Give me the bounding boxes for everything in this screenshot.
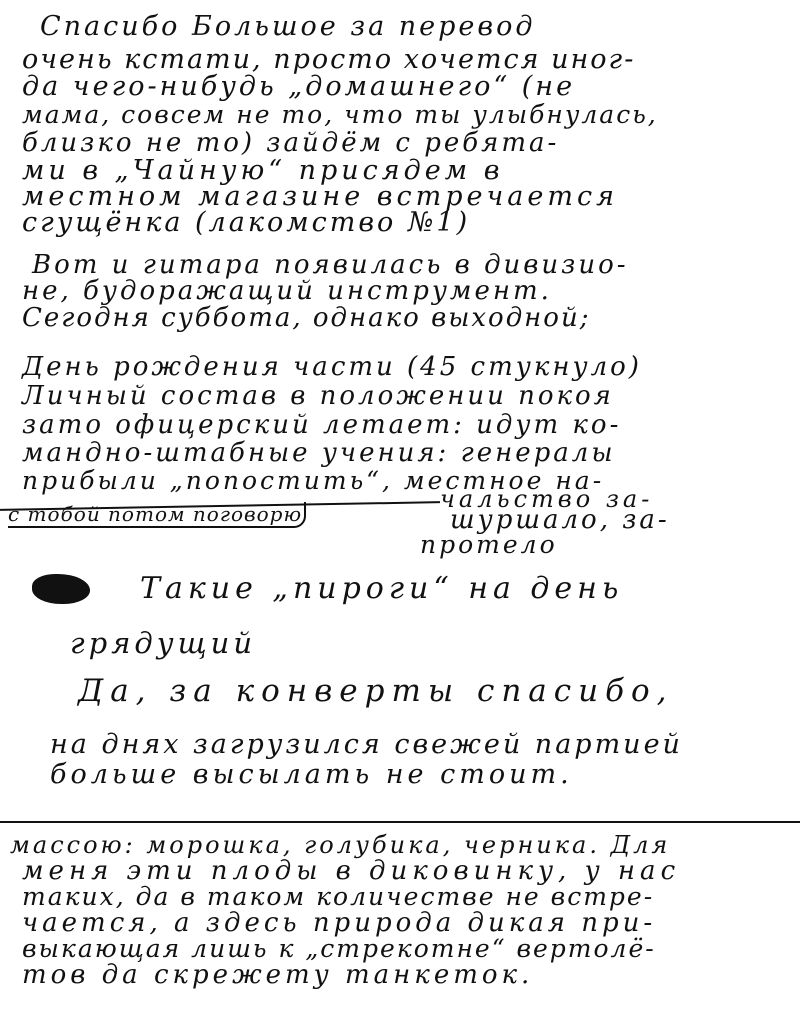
letter-line: чальство за- <box>440 485 654 513</box>
letter-line: сгущёнка (лакомство №1) <box>22 207 471 238</box>
letter-line: массою: морошка, голубика, черника. Для <box>10 831 671 859</box>
boxed-side-note: с тобой потом поговорю <box>8 502 306 528</box>
letter-line: не, будоражащий инструмент. <box>22 276 552 306</box>
letter-line: Личный состав в положении покоя <box>22 381 614 411</box>
letter-line: прибыли „попостить“, местное на- <box>22 466 605 495</box>
letter-line: таких, да в таком количестве не встре- <box>22 882 655 911</box>
letter-line: на днях загрузился свежей партией <box>50 729 683 760</box>
letter-line: Вот и гитара появилась в дивизио- <box>32 250 629 280</box>
letter-line: тов да скрежету танкеток. <box>22 960 534 990</box>
letter-line: ми в „Чайную“ присядем в <box>22 155 504 186</box>
letter-line: Спасибо Большое за перевод <box>40 11 536 42</box>
letter-line: меня эти плоды в диковинку, у нас <box>22 856 681 886</box>
letter-line: протело <box>420 530 558 559</box>
letter-line: мандно-штабные учения: генералы <box>22 438 616 468</box>
letter-line: близко не то) зайдём с ребята- <box>22 128 560 158</box>
letter-line: грядущий <box>70 626 257 660</box>
ink-scribble <box>32 574 90 604</box>
letter-line: мама, совсем не то, что ты улыбнулась, <box>22 100 658 129</box>
letter-line: очень кстати, просто хочется иног- <box>22 44 636 75</box>
divider-line <box>0 821 800 823</box>
letter-line: больше высылать не стоит. <box>50 759 573 790</box>
letter-line: Да, за конверты спасибо, <box>78 673 674 709</box>
letter-line: зато офицерский летает: идут ко- <box>22 410 622 440</box>
letter-line: День рождения части (45 стукнуло) <box>22 352 642 382</box>
letter-line: Такие „пироги“ на день <box>140 571 624 606</box>
letter-line: выкающая лишь к „стрекотне“ вертолё- <box>22 934 656 963</box>
letter-line: да чего-нибудь „домашнего“ (не <box>22 71 576 102</box>
letter-line: шуршало, за- <box>450 505 670 535</box>
letter-line: чается, а здесь природа дикая при- <box>22 908 657 938</box>
letter-line: Сегодня суббота, однако выходной; <box>22 303 591 333</box>
letter-line: местном магазине встречается <box>22 181 618 212</box>
